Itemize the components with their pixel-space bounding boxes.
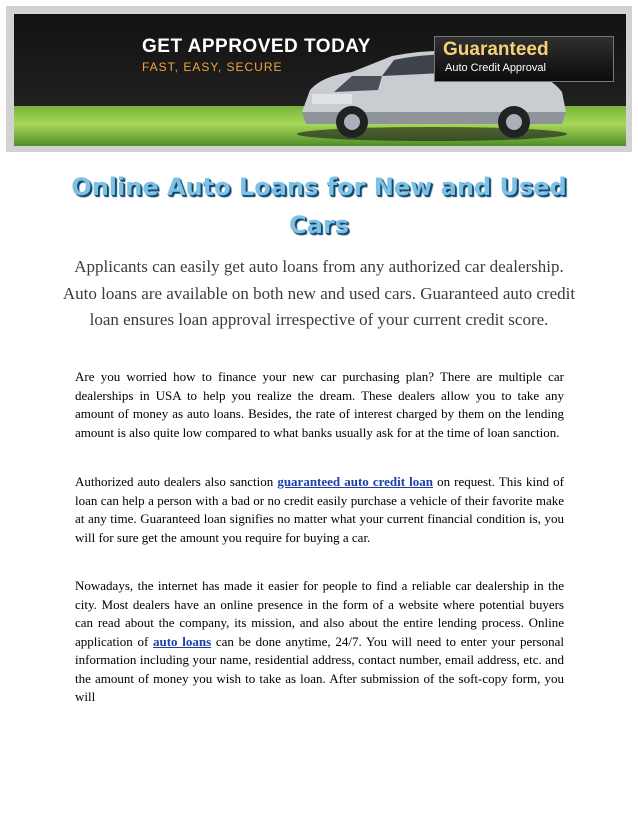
guaranteed-badge — [434, 36, 614, 82]
banner-scene — [14, 14, 626, 146]
auto-loans-link[interactable]: auto loans — [153, 633, 212, 649]
paragraph-3-text-start: Nowadays, the internet has made it easier for people to find a reliable car dealership in the city. Most dealers have an online presence in the form of a website where potential buyers can read about the company, its mission, and also about the entire lending process. Online application of — [75, 578, 564, 649]
paragraph-2-text-end: on request. This kind of loan can help a person with a bad or no credit easily purchase a vehicle of their favorite make at any time. Guaranteed loan signifies no matter what your current financial condition is, you will for sure get the amount you require for buying a car. — [75, 474, 564, 545]
badge-title: Guaranteed — [443, 39, 549, 60]
banner-tagline: FAST, EASY, SECURE — [142, 60, 283, 74]
banner-headline: GET APPROVED TODAY — [142, 36, 371, 57]
header-banner-image — [6, 6, 632, 152]
guaranteed-auto-credit-loan-link[interactable]: guaranteed auto credit loan — [277, 474, 434, 489]
body-paragraph-2 — [75, 473, 564, 547]
body-paragraph-3 — [75, 577, 564, 707]
paragraph-2-text-start: Authorized auto dealers also sanction — [75, 474, 278, 489]
body-paragraph-1: Are you worried how to finance your new car purchasing plan? There are multiple car dealerships in USA to help you realize the dream. These dealers allow you to take any amount of money as auto loans. Besides, the rate of interest charged by them on the lending amount is also quite low compared to what banks usually ask for at the time of loan sanction. — [75, 369, 564, 440]
document-title: Online Auto Loans for New and Used Cars — [71, 173, 567, 239]
badge-subtitle: Auto Credit Approval — [445, 62, 546, 74]
document-subtitle: Applicants can easily get auto loans from any authorized car dealership. Auto loans are available on both new and used cars. Guaranteed auto credit loan ensures loan approval irrespective of your current credit score. — [62, 257, 576, 329]
paragraph-3-text-end: can be done anytime, 24/7. You will need to enter your personal information including your name, residential address, contact number, email address, etc. and the amount of money you wish to take as loan. After submission of the soft-copy form, you will — [75, 633, 564, 704]
